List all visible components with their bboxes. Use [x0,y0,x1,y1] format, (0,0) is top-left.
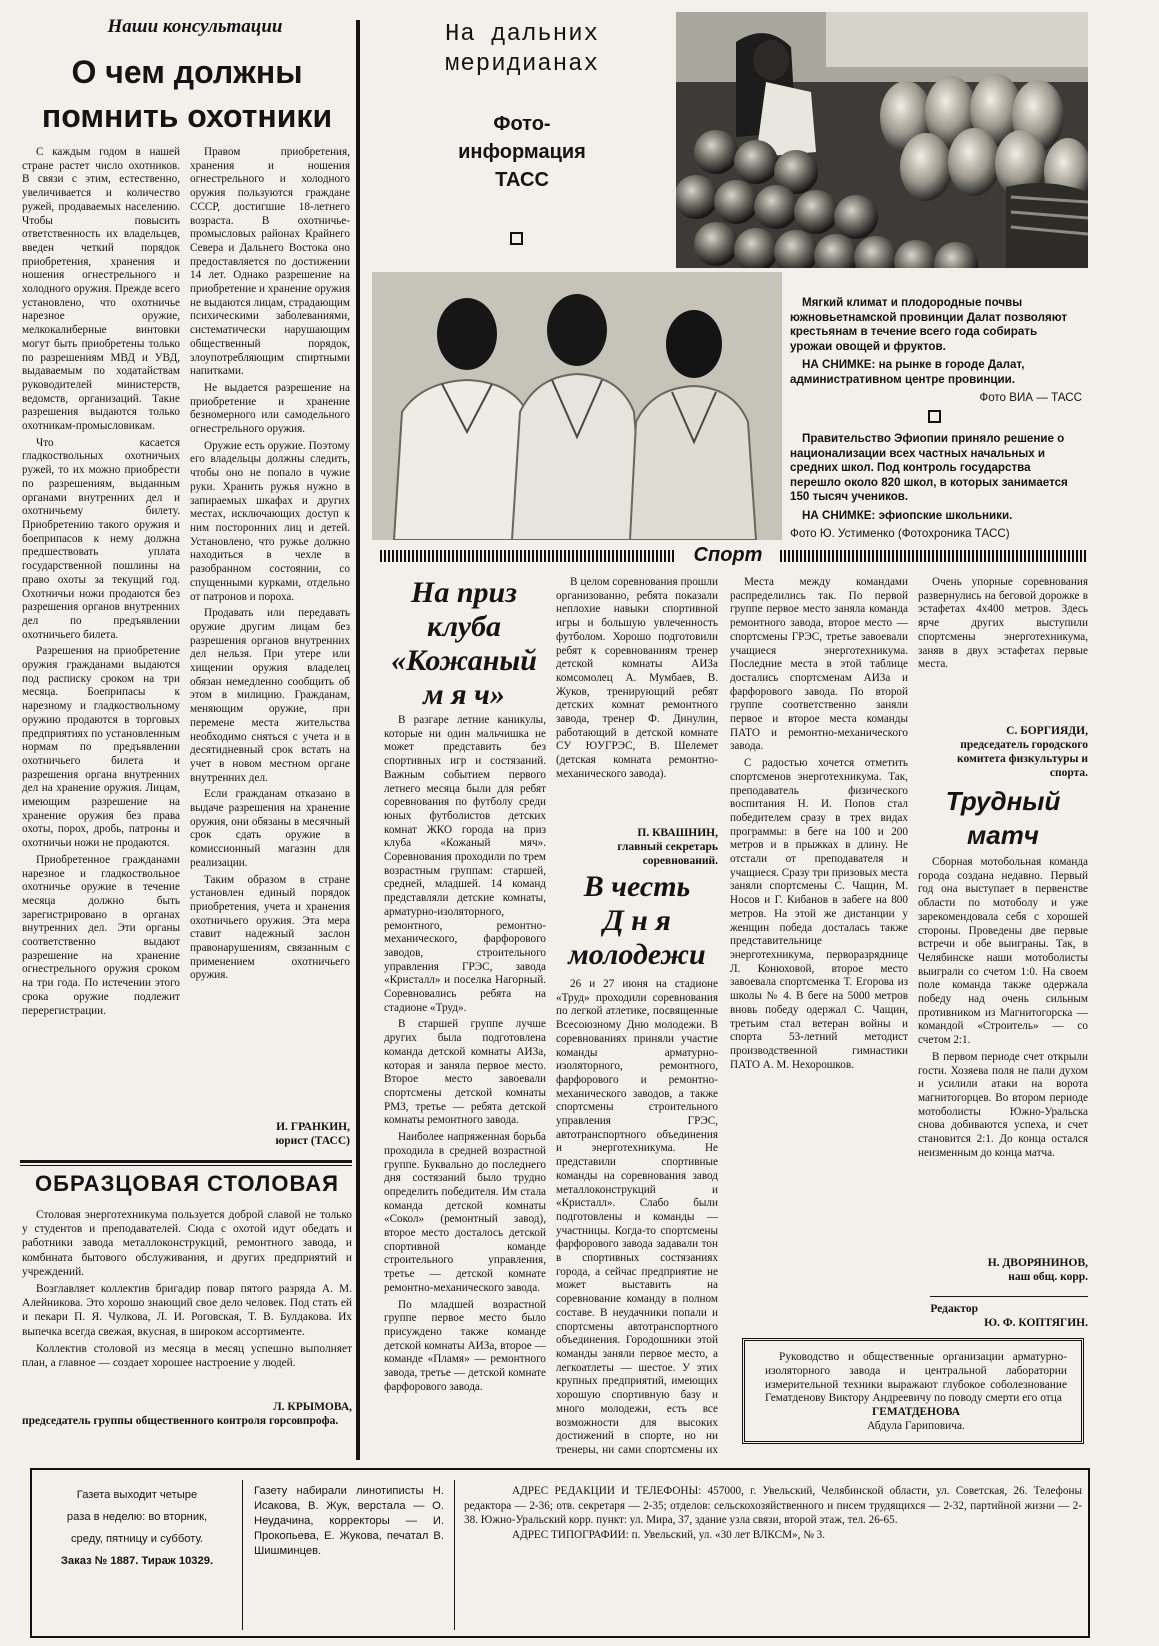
photo-credit: Фото Ю. Устименко (Фотохроника ТАСС) [790,527,1010,540]
printing-address: АДРЕС ТИПОГРАФИИ: п. Увельский, ул. «30 лет ВЛКСМ», № 3. [512,1528,826,1541]
kozh-title-line: На приз [411,576,517,609]
kozh-paragraph: В целом соревнования прошли организованно, ребята показали неплохие навыки спортивной игры и большую увлеченность футболом. Хорошо подготовили ребят к соревнованиям тренер детской комнаты АИЗа комсомолец А. Мумбаев, В. Жуков, тренирующий ребят детских комнат ремонтного завода, тренер Ф. Динулин, работающий в детской комнате СУ ЮУГРЭС, В. Шелемет (детская комната ремонтно-механического завода). [556,576,718,780]
rubric-hatch-right [780,550,1088,562]
youth-column-3 [918,576,1088,720]
author-title: председатель группы общественного контроля горсовпрофа. [22,1415,339,1427]
kozh-signature [556,826,718,868]
editorial-address: АДРЕС РЕДАКЦИИ И ТЕЛЕФОНЫ: 457000, г. Увельский, Челябинской области, ул. Советская, 26. Телефоны редактора — 2-36; отв. секретаря — 2-35; отделов: сельскохозяйственного и писем трудящихся — 2-32, партийной жизни — 2-38. Южно-Уральский корр. пункт: ул. Мира, 37, здание узла связи, второй этаж, тел. 26-65. [464,1485,1082,1526]
consult-column-1 [22,146,180,1156]
editor-block [848,1302,1088,1330]
consult-title-line1: О чем должны [71,54,303,90]
match-paragraph: В первом периоде счет открыли гости. Хозяева поля не пали духом и усилили атаки на ворота магнитогорцев. Во втором периоде мотоболисты Южно-Уральска снова добиваются успеха, и счет становится 2:1. До конца остался неизменным до конца матча. [918,1050,1088,1159]
caption-subject: на рынке в городе Далат, административном центре провинции. [790,358,1025,386]
signature-rule [930,1296,1088,1297]
footer-staff: Газету набирали линотиписты Н. Исакова, В. Жук, верстала — О. Неудачина, корректоры — И. Прокопьева, Е. Жукова, печатал В. Шишминцев. [254,1485,444,1557]
caption-label: НА СНИМКЕ: [802,508,876,522]
consult-title [22,50,352,138]
youth-column-1 [556,978,718,1454]
schedule-line: раза в неделю: во вторник, [66,1511,208,1523]
caption-label: НА СНИМКЕ: [802,358,876,371]
subtitle-line: ТАСС [495,169,549,191]
consult-paragraph: Если гражданам отказано в выдаче разрешения на хранение оружия, они обязаны в месячный срок сдать оружие в комиссионный магазин для реализации. [190,788,350,869]
youth-title-line: В честь [583,870,691,903]
kozh-title-line: м я ч» [423,678,505,711]
schedule-line: среду, пятницу и субботу. [70,1533,204,1545]
kozh-paragraph: В разгаре летние каникулы, которые ни один мальчишка не может представить без спортивных игр и состязаний. Важным событием первого летнего месяца были для ребят соревнования по футболу среди юных футболистов детских комнат ЖКО города на приз клуба «Кожаный мяч». Соревнования проходили по трем возрастным группам: старшей, средней, младшей. 14 команд представляли детские комнаты, арматурно-изоляторного, ремонтного, ремонтно-механического, фарфорового заводов, строительного управления ГРЭС, завода «Кристалл» и поселка Нагорный. Соревновались ребята на стадионе «Труд». [384,714,546,1014]
consult-paragraph: Продавать или передавать оружие другим лицам без разрешения органов внутренних дел нельзя. При утере или хищении оружия владелец обязан немедленно сообщить об этом в милицию. Гражданам, меняющим оружие, при перемене места жительства необходимо сняться с учета и в десятидневный срок встать на учет в новом местном органе внутренних дел. [190,607,350,784]
market-caption [790,296,1082,410]
consult-signature [190,1120,350,1148]
kozh-paragraph: В старшей группе лучше других была подготовлена команда детской комнаты АИЗа, которая и заняла первое место. Второе место завоевали спортсмены детской комнаты РМЗ, третье — ребята детской комнаты ремонтного завода. [384,1018,546,1127]
consult-paragraph: Таким образом в стране установлен единый порядок приобретения, учета и хранения охотничьего оружия. Эта мера ставит надежный заслон правонарушениям, связанным с применением охотничьего оружия. [190,873,350,982]
match-paragraph: Сборная мотобольная команда города создана недавно. Первый год она выступает в первенстве области по мотоболу и уже зарекомендовала себя с хорошей стороны. Проведены две первые встречи и обе выиграны. Так, в Челябинске наши мотоболисты выиграли со счетом 1:0. На своем поле команда также одержала победу над очень сильным противником из Магнитогорска — командой «Строитель» — со счетом 2:1. [918,856,1088,1047]
caption-subject: эфиопские школьники. [878,508,1013,522]
match-title-line: матч [967,820,1039,850]
youth-title-line: молодежи [568,938,706,971]
author-title: председатель городского комитета физкультуры и спорта. [957,739,1088,779]
caption-text: Мягкий климат и плодородные почвы южновьетнамской провинции Далат позволяют крестьянам в течение всего года собирать урожаи овощей и фруктов. [790,296,1068,353]
youth-paragraph: Места между командами распределились так. По первой группе первое место заняла команда ремонтного завода, второе место — спортсмены ГРЭС, третье завоевали учащиеся энерготехникума. Последние места в этой таблице достались спортсменам АИЗа и фарфорового завода. По второй группе соответственно заняли первое и второе места команды ПАТО и ремонтно-механического завода. [730,576,908,753]
caption-text: Правительство Эфиопии приняло решение о национализации всех частных начальных и средних школ. Под контроль государства перешло около 820 школ, в которых занимается 150 тысяч учеников. [790,432,1068,503]
kozh-paragraph: По младшей возрастной группе первое место было присуждено также команде детской комнаты АИЗа, второе — команде «Пламя» — ремонтного завода, третье — детской комнате фарфорового завода. [384,1298,546,1393]
canteen-paragraph: Коллектив столовой из месяца в месяц успешно выполняет план, а главное — создает хорошее настроение у людей. [22,1342,352,1370]
deceased-name: Абдула Гариповича. [867,1419,965,1432]
kozh-paragraph: Наиболее напряженная борьба проходила в средней возрастной группе. Буквально до последнего дня состязаний было трудно определить победителя. Им стала команда детской комнаты «Сокол» (ремонтный завод), второе место досталось детской спортивной команде строительного управления, третье — детской комнате ремонтно-механического завода. [384,1131,546,1294]
photo-credit: Фото ВИА — ТАСС [979,391,1082,404]
editor-name: Ю. Ф. КОПТЯГИН. [984,1317,1088,1329]
consult-paragraph: Правом приобретения, хранения и ношения огнестрельного и холодного оружия пользуются граждане СССР, достигшие 18-летнего возраста. В охотничье-промысловых районах Крайнего Севера и Дальнего Востока оно предоставляется по достижении 14 лет. Однако разрешение на приобретение и хранение оружия не выдаются лицам, страдающим психическими заболеваниями, систематически нарушающим общественный порядок, злоупотребляющим спиртными напитками. [190,146,350,378]
editor-role: Редактор [930,1303,978,1315]
deceased-surname: ГЕМАТДЕНОВА [872,1406,960,1419]
footer-schedule [42,1484,232,1572]
canteen-title: ОБРАЗЦОВАЯ СТОЛОВАЯ [35,1171,339,1196]
consult-title-line2: помнить охотники [41,98,333,134]
kozh-column-1 [384,714,546,1454]
author-name: П. КВАШНИН, [637,827,718,839]
schoolboys-caption [790,432,1082,546]
consult-paragraph: Разрешения на приобретение оружия гражданами выдаются под расписку сроком на три месяца. Боеприпасы к нарезному и гладкоствольному оружию продаются в торговых предприятиях по установленным нормам по предъявлении охотничьего билета и разрешения органа внутренних дел на хранение оружия. Лицам, имеющим разрешение на хранение оружия без права охоты, порох, дробь, патроны и охотничьи ножи не продаются. [22,645,180,850]
ornament-square [928,410,941,423]
meridians-title-line1: На дальних [444,21,600,48]
consult-paragraph: С каждым годом в нашей стране растет число охотников. В связи с этим, естественно, увеличивается и количество ружей, продаваемых населению. Чтобы повысить ответственность их владельцев, введен четкий порядок приобретения, хранения и ношения огнестрельного и холодного оружия. Прежде всего установлено, что охотничье нарезное оружие, мелкокалиберные винтовки могут быть приобретены только по разрешениям МВД и УВД, выдаваемым по ходатайствам руководителей министерств, ведомств, организаций. Такие разрешения выдаются только охотникам-промысловикам. [22,146,180,433]
kozh-column-2 [556,576,718,820]
footer-divider [454,1480,455,1630]
footer-address [464,1484,1082,1542]
canteen-paragraph: Столовая энерготехникума пользуется доброй славой не только у студентов и преподавателей. Сюда с охотой идут обедать и работники завода металлоконструкций, ремонтного завода, и комбината бытового обслуживания, и других предприятий и учреждений. [22,1209,352,1278]
author-name: С. БОРГИЯДИ, [1006,725,1088,737]
sport-rubric: Спорт [693,544,763,566]
market-photo [676,12,1088,268]
condolence-text: Руководство и общественные организации арматурно-изоляторного завода и центральной лаборатории измерительной техники выражают глубокое соболезнование Гематденову Виктору Андреевичу по поводу смерти его отца [765,1351,1067,1405]
subtitle-line: Фото- [493,113,551,135]
column-divider [356,20,360,1460]
youth-paragraph: 26 и 27 июня на стадионе «Труд» проходили соревнования по легкой атлетике, посвященные Всесоюзному Дню молодежи. В соревнованиях приняли участие команды арматурно-изоляторного, ремонтного, фарфорового и ремонтно-механического заводов, а также спортсмены строительного управления ГРЭС, автотранспортного объединения и энерготехникума. Не представили спортивные команды на соревнования завод металлоконструкций и «Кристалл». Слабо были подготовлены и команды — участницы. Когда-то спортсмены фарфорового завода задавали тон в спортивных состязаниях города, а сейчас предприятие не может выставить на соревнование команду в полном составе. В неудачники попали и спортсмены автотранспортного объединения. Городошники этой команды заняли первое место, а легкоатлеты — шестое. У этих крупных предприятий, имеющих хорошую спортивную базу и много молодежи, есть все возможности для высоких достижений в спорте, но ни тренеры, ни сами спортсмены их [556,978,718,1454]
consult-kicker: Наши консультации [107,16,283,37]
meridians-subtitle [372,110,672,194]
youth-signature [918,724,1088,780]
author-title: главный секретарь соревнований. [617,841,718,867]
meridians-title-line2: меридианах [444,51,600,78]
footer-divider [242,1480,243,1630]
match-column [918,856,1088,1254]
condolence-box [742,1338,1084,1444]
youth-column-2 [730,576,908,1322]
author-title: наш общ. корр. [1008,1271,1088,1283]
rubric-hatch-left [380,550,676,562]
match-signature [918,1256,1088,1284]
order-number: Заказ № 1887. Тираж 10329. [60,1555,214,1567]
youth-paragraph: Очень упорные соревнования развернулись на беговой дорожке в эстафетах 4х400 метров. Здесь ярче других выступили спортсмены энерготехникума, заняв в двух эстафетах первые места. [918,576,1088,671]
youth-title-line: Д н я [603,904,671,937]
schedule-line: Газета выходит четыре [76,1489,198,1501]
subtitle-line: информация [458,141,586,163]
youth-title [556,870,718,972]
meridians-title [372,20,672,80]
match-title [918,784,1088,852]
canteen-body [22,1208,352,1398]
author-name: Л. КРЫМОВА, [273,1401,352,1413]
consult-paragraph: Приобретенное гражданами нарезное и гладкоствольное охотничье оружие в течение месяца должно быть зарегистрировано в органах внутренних дел. Эти органы соответственно выдают разрешение на хранение огнестрельного оружия сроком на три года. По истечении этого срока оружие подлежит перерегистрации. [22,853,180,1017]
author-name: И. ГРАНКИН, [276,1121,350,1133]
section-rule [20,1165,352,1166]
section-rule [20,1160,352,1163]
author-title: юрист (ТАСС) [275,1135,350,1147]
consult-paragraph: Оружие есть оружие. Поэтому его владельцы должны следить, чтобы оно не попало в чужие руки. Хранить ружья нужно в запираемых шкафах и других местах, исключающих доступ к ним посторонних лиц и детей. Установлено, что ружье должно находиться в чехле в разобранном состоянии, со спущенными курками, отдельно от патронов и пороха. [190,439,350,603]
schoolboys-photo [372,272,782,540]
consult-column-2 [190,146,350,1116]
canteen-signature [22,1400,352,1428]
kozh-title-line: «Кожаный [391,644,537,677]
footer-box [30,1468,1090,1638]
kozh-title-line: клуба [426,610,502,643]
consult-paragraph: Что касается гладкоствольных охотничьих ружей, то их можно приобрести по разрешениям, выданным органами внутренних дел и охотничьему билету. Приобретению такого оружия и боеприпасов к нему должна предшествовать уплата государственной пошлины на право охоты за текущий год. Охотничьи ножи продаются без разрешения органов внутренних дел по предъявлении охотничьего билета. [22,436,180,641]
ornament-square [510,232,523,245]
consult-paragraph: Не выдается разрешение на приобретение и хранение безномерного или самодельного огнестрельного оружия. [190,381,350,436]
author-name: Н. ДВОРЯНИНОВ, [987,1257,1088,1269]
match-title-line: Трудный [945,786,1061,816]
kozh-title [384,576,544,712]
canteen-paragraph: Возглавляет коллектив бригадир повар пятого разряда А. М. Алейникова. Это хорошо знающий свое дело человек. Под стать ей и пекари П. Я. Чулкова, Л. И. Роговская, Т. В. Булдакова. Их выпечка всегда свежая, вкусная, в широком ассортименте. [22,1283,352,1338]
youth-paragraph: С радостью хочется отметить спортсменов энерготехникума. Так, преподаватель физического воспитания Н. И. Попов стал победителем сразу в трех видах программы: в беге на 100 и 200 метров и в прыжках в длину. Не отстали от преподавателя и учащиеся. Сразу три призовых места заняли спортсмены С. Чащин, М. Носов и Г. Кибанов в забеге на 800 метров. На этой же дистанции у женщин победа досталась также представительнице энерготехникума, перворазряднице Л. Конюховой, второе место завоевала спортсменка Т. Егорова из школы № 4. В беге на 5000 метров вновь победу одержал С. Чащин, третьим стал ветеран войны и спорта 53-летний методист производственной гимнастики ПАТО А. М. Нехорошков. [730,757,908,1071]
